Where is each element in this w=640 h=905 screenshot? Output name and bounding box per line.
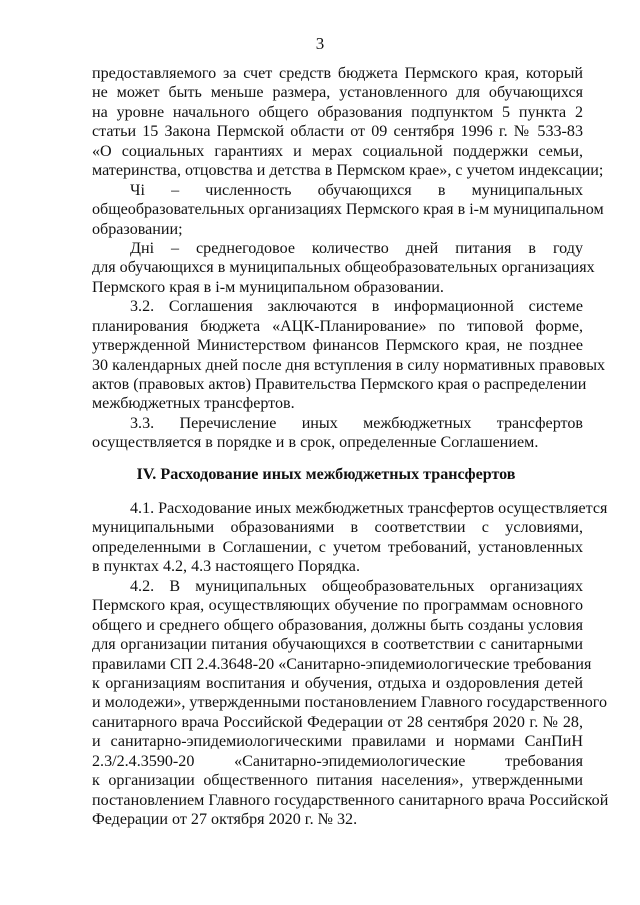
text-line: на уровне начального общего образования подпунктом 5 пункта 2 bbox=[92, 103, 583, 121]
text-line: Днi – среднегодовое количество дней питания в году bbox=[130, 239, 583, 257]
text-line: 30 календарных дней после дня вступления в силу нормативных правовых bbox=[92, 356, 606, 374]
body-text-block-2 bbox=[92, 499, 609, 829]
text-line: статьи 15 Закона Пермской области от 09 сентября 1996 г. № 533-83 bbox=[92, 123, 583, 141]
text-line: актов (правовых актов) Правительства Пермского края о распределении bbox=[92, 376, 587, 393]
text-line: Пермского края, осуществляющих обучение по программам основного bbox=[92, 597, 583, 615]
text-line: к организациям воспитания и обучения, отдыха и оздоровления детей bbox=[92, 674, 583, 692]
page-number: 3 bbox=[315, 34, 325, 53]
text-line: «О социальных гарантиях и мерах социальной поддержки семьи, bbox=[92, 142, 583, 160]
text-line: не может быть меньше размера, установленного для обучающихся bbox=[92, 84, 583, 102]
text-line: образовании; bbox=[92, 220, 183, 238]
text-line: санитарного врача Российской Федерации от 28 сентября 2020 г. № 28, bbox=[92, 713, 583, 731]
text-line: планирования бюджета «АЦК-Планирование» по типовой форме, bbox=[92, 317, 583, 335]
text-line: к организации общественного питания населения», утвержденными bbox=[92, 772, 583, 790]
text-line: муниципальными образованиями в соответствии с условиями, bbox=[92, 519, 583, 537]
text-line: 2.3/2.4.3590-20 «Санитарно-эпидемиологические требования bbox=[92, 752, 583, 770]
text-line: предоставляемого за счет средств бюджета Пермского края, который bbox=[92, 65, 583, 82]
text-line: и молодежи», утвержденными постановлением Главного государственного bbox=[92, 694, 608, 712]
text-line: осуществляется в порядке и в срок, определенные Соглашением. bbox=[92, 434, 539, 452]
text-line: общеобразовательных организациях Пермского края в i-м муниципальном bbox=[92, 201, 604, 219]
text-line: и санитарно-эпидемиологическими правилами и нормами СанПиН bbox=[92, 733, 583, 751]
text-line: правилами СП 2.4.3648-20 «Санитарно-эпидемиологические требования bbox=[92, 655, 592, 673]
section-heading: IV. Расходование иных межбюджетных трансфертов bbox=[136, 466, 516, 483]
text-line: для организации питания обучающихся в соответствии с санитарными bbox=[92, 636, 583, 654]
text-line: для обучающихся в муниципальных общеобразовательных организациях bbox=[92, 259, 595, 277]
text-line: в пунктах 4.2, 4.3 настоящего Порядка. bbox=[92, 558, 360, 576]
text-line: материнства, отцовства и детства в Пермском крае», с учетом индексации; bbox=[92, 162, 604, 180]
text-line: 3.3. Перечисление иных межбюджетных трансфертов bbox=[130, 414, 583, 432]
body-text-block-1 bbox=[92, 64, 606, 453]
text-line: определенными в Соглашении, с учетом требований, установленных bbox=[92, 538, 583, 556]
text-line: межбюджетных трансфертов. bbox=[92, 395, 295, 413]
text-line: 3.2. Соглашения заключаются в информационной системе bbox=[130, 298, 583, 316]
text-line: Чi – численность обучающихся в муниципальных bbox=[130, 181, 583, 199]
text-line: 4.2. В муниципальных общеобразовательных организациях bbox=[130, 577, 583, 595]
text-line: общего и среднего общего образования, должны быть созданы условия bbox=[92, 616, 583, 634]
text-line: Федерации от 27 октября 2020 г. № 32. bbox=[92, 811, 358, 828]
text-line: Пермского края в i-м муниципальном образовании. bbox=[92, 278, 444, 296]
text-line: утвержденной Министерством финансов Пермского края, не позднее bbox=[92, 337, 583, 355]
text-line: постановлением Главного государственного санитарного врача Российской bbox=[92, 791, 609, 809]
text-line: 4.1. Расходование иных межбюджетных трансфертов осуществляется bbox=[130, 500, 608, 517]
